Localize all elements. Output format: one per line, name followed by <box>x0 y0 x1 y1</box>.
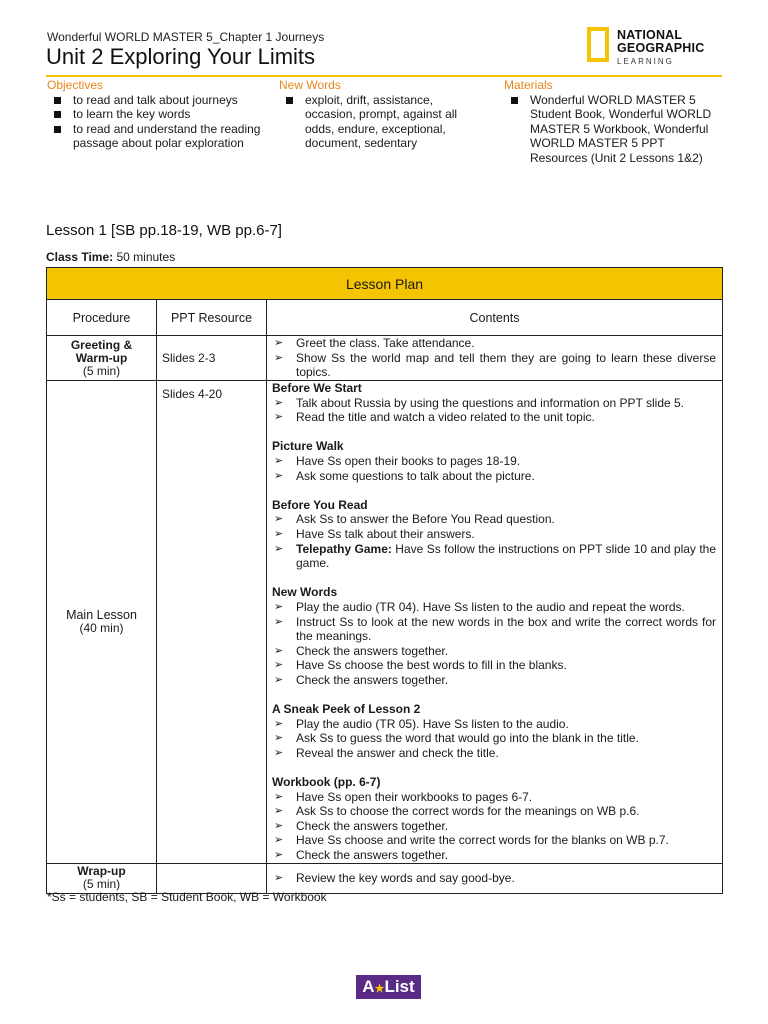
table-row <box>47 381 723 864</box>
lesson-title: Lesson 1 [SB pp.18-19, WB pp.6-7] <box>46 222 282 239</box>
class-time <box>46 250 175 264</box>
list-item: ➢ Instruct Ss to look at the new words in the box and write the correct words for the meanings. <box>272 615 716 644</box>
list-item: ➢ Ask Ss to choose the correct words for the meanings on WB p.6. <box>272 804 716 819</box>
alist-logo <box>356 975 421 999</box>
lesson-plan-title: Lesson Plan <box>47 268 723 300</box>
section-heading: Before You Read <box>272 497 368 512</box>
procedure-name: Greeting & Warm-up <box>70 337 133 365</box>
list-item: ➢ Ask Ss to answer the Before You Read question. <box>272 512 716 527</box>
ppt-cell <box>157 863 267 893</box>
header-divider <box>46 75 722 77</box>
section-heading: Workbook (pp. 6-7) <box>272 775 381 790</box>
list-item: ➢ Greet the class. Take attendance. <box>272 336 716 351</box>
procedure-time: (5 min) <box>82 877 121 892</box>
alist-a: A <box>362 977 375 996</box>
list-item: ➢ Talk about Russia by using the questions and information on PPT slide 5. <box>272 396 716 411</box>
list-item: ➢ Review the key words and say good-bye. <box>272 871 716 886</box>
objectives-column <box>47 78 277 151</box>
contents-cell <box>267 336 723 381</box>
materials-column <box>504 78 724 166</box>
procedure-cell <box>47 336 157 381</box>
ppt-cell: Slides 4-20 <box>157 381 267 864</box>
logo-line-3: LEARNING <box>617 57 674 66</box>
section-heading: Picture Walk <box>272 439 344 454</box>
contents-cell <box>267 381 723 864</box>
list-item: ➢ Check the answers together. <box>272 819 716 834</box>
procedure-cell <box>47 381 157 864</box>
procedure-time: (5 min) <box>82 363 121 378</box>
logo-line-1: NATIONAL <box>617 28 683 42</box>
class-time-label: Class Time: <box>46 250 114 264</box>
game-label: Telepathy Game: <box>296 541 392 556</box>
list-item: ➢ Have Ss choose the best words to fill in the blanks. <box>272 658 716 673</box>
list-item: ➢ Read the title and watch a video related to the unit topic. <box>272 410 716 425</box>
class-time-value: 50 minutes <box>113 250 176 264</box>
game-text: Have Ss follow the instructions on PPT slide 10 and play the game. <box>296 541 717 571</box>
new-words-column <box>279 78 481 151</box>
alist-list: List <box>384 977 415 996</box>
procedure-time: (40 min) <box>79 620 124 635</box>
materials-item: Wonderful WORLD MASTER 5 Student Book, Wonderful WORLD MASTER 5 Workbook, Wonderful WORLD MASTER 5 PPT Resources (Unit 2 Lessons 1&2) <box>504 93 724 166</box>
objective-item: to read and talk about journeys <box>47 93 277 108</box>
objective-item: to learn the key words <box>47 107 277 122</box>
section-heading: Before We Start <box>272 381 362 395</box>
list-item <box>272 542 716 571</box>
objectives-heading: Objectives <box>47 78 104 92</box>
section-heading: New Words <box>272 585 338 600</box>
list-item: ➢ Play the audio (TR 04). Have Ss listen to the audio and repeat the words. <box>272 600 716 615</box>
list-item: ➢ Have Ss open their books to pages 18-19. <box>272 454 716 469</box>
column-header-procedure: Procedure <box>47 300 157 336</box>
footnote: *Ss = students, SB = Student Book, WB = Workbook <box>47 890 327 904</box>
table-row <box>47 863 723 893</box>
list-item: ➢ Ask some questions to talk about the picture. <box>272 469 716 484</box>
natgeo-logo <box>587 27 722 71</box>
section-heading: A Sneak Peek of Lesson 2 <box>272 702 421 717</box>
lesson-plan-table <box>46 267 723 894</box>
star-icon: ★ <box>374 983 385 995</box>
yellow-border-icon <box>587 27 609 62</box>
new-words-heading: New Words <box>279 78 341 92</box>
doc-subtitle: Wonderful WORLD MASTER 5_Chapter 1 Journeys <box>47 30 325 44</box>
list-item: ➢ Have Ss talk about their answers. <box>272 527 716 542</box>
table-row <box>47 336 723 381</box>
column-header-contents: Contents <box>267 300 723 336</box>
list-item: ➢ Have Ss choose and write the correct words for the blanks on WB p.7. <box>272 833 716 848</box>
list-item: ➢ Ask Ss to guess the word that would go into the blank in the title. <box>272 731 716 746</box>
procedure-cell <box>47 863 157 893</box>
list-item: ➢ Check the answers together. <box>272 644 716 659</box>
ppt-cell: Slides 2-3 <box>157 336 267 381</box>
list-item: ➢ Have Ss open their workbooks to pages 6-7. <box>272 790 716 805</box>
list-item: ➢ Play the audio (TR 05). Have Ss listen to the audio. <box>272 717 716 732</box>
new-words-item: exploit, drift, assistance, occasion, prompt, against all odds, endure, exceptional, document, sedentary <box>279 93 481 151</box>
list-item: ➢ Check the answers together. <box>272 673 716 688</box>
column-header-ppt: PPT Resource <box>157 300 267 336</box>
list-item: ➢ Reveal the answer and check the title. <box>272 746 716 761</box>
objective-item: to read and understand the reading passage about polar exploration <box>47 122 277 151</box>
page-title: Unit 2 Exploring Your Limits <box>46 44 316 69</box>
logo-line-2: GEOGRAPHIC <box>617 41 705 55</box>
procedure-name: Main Lesson <box>66 607 137 622</box>
list-item: ➢ Show Ss the world map and tell them they are going to learn these diverse topics. <box>272 351 716 380</box>
procedure-name: Wrap-up <box>77 864 126 879</box>
contents-cell <box>267 863 723 893</box>
list-item: ➢ Check the answers together. <box>272 848 716 863</box>
materials-heading: Materials <box>504 78 553 92</box>
